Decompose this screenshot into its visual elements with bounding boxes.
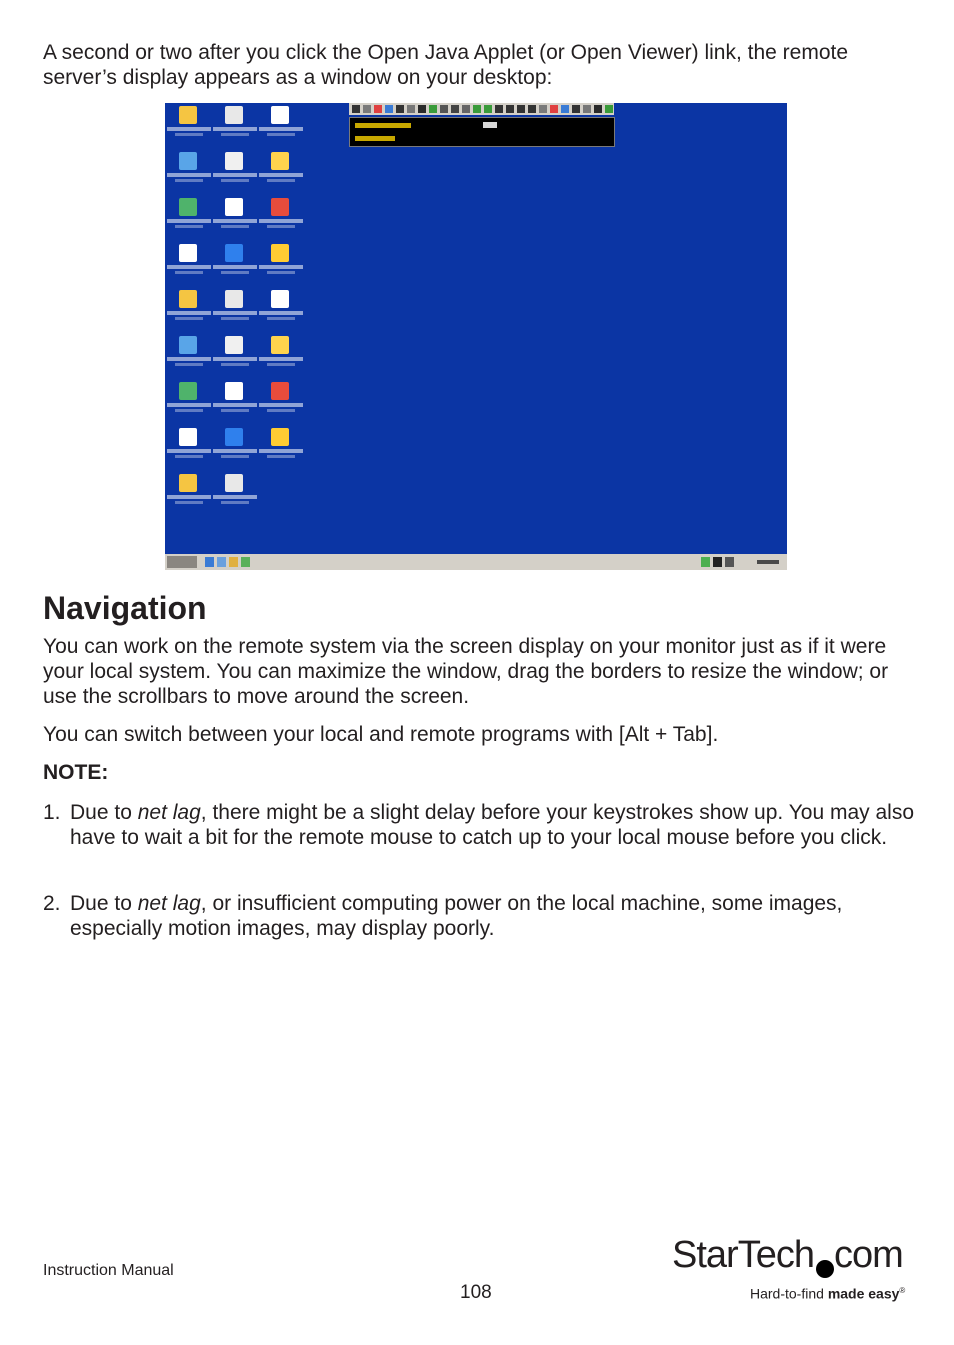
viewer-status-panel: [349, 117, 615, 147]
toolbar-icon: [462, 105, 470, 113]
section-heading: Navigation: [43, 590, 207, 626]
note-label: NOTE:: [43, 761, 109, 784]
desktop-shortcut-icon: [259, 336, 303, 380]
logo-dot-icon: [816, 1260, 834, 1278]
quick-launch-icon: [229, 557, 238, 567]
toolbar-icon: [539, 105, 547, 113]
navigation-paragraph: You can switch between your local and remote programs with [Alt + Tab].: [43, 723, 719, 746]
desktop-shortcut-icon: [213, 198, 257, 242]
desktop-shortcut-icon: [167, 336, 211, 380]
quick-launch-icon: [217, 557, 226, 567]
desktop-shortcut-icon: [213, 336, 257, 380]
desktop-shortcut-icon: [213, 474, 257, 518]
desktop-shortcut-icon: [259, 428, 303, 472]
toolbar-icon: [363, 105, 371, 113]
footer-label: Instruction Manual: [43, 1262, 174, 1279]
desktop-shortcut-icon: [167, 428, 211, 472]
desktop-shortcut-icon: [213, 244, 257, 288]
intro-paragraph: A second or two after you click the Open Java Applet (or Open Viewer) link, the remote server’s display appears as a window on your desktop:: [43, 41, 849, 89]
toolbar-icon: [583, 105, 591, 113]
desktop-shortcut-icon: [167, 474, 211, 518]
toolbar-icon: [407, 105, 415, 113]
toolbar-icon: [495, 105, 503, 113]
start-button: [167, 556, 197, 568]
remote-taskbar: [165, 554, 787, 570]
toolbar-icon: [528, 105, 536, 113]
toolbar-icon: [473, 105, 481, 113]
emphasis: net lag: [137, 892, 201, 915]
toolbar-icon: [605, 105, 613, 113]
toolbar-icon: [561, 105, 569, 113]
navigation-paragraph: You can work on the remote system via the screen display on your monitor just as if it were your local system. You can maximize the window, drag the borders to resize the window; or use the scrollbars to move around the screen.: [43, 635, 889, 708]
toolbar-icon: [374, 105, 382, 113]
desktop-shortcut-icon: [167, 152, 211, 196]
desktop-shortcut-icon: [259, 198, 303, 242]
taskbar-clock: [757, 560, 779, 564]
toolbar-icon: [506, 105, 514, 113]
desktop-shortcut-icon: [213, 106, 257, 150]
desktop-shortcut-icon: [259, 290, 303, 334]
toolbar-icon: [594, 105, 602, 113]
quick-launch-icon: [205, 557, 214, 567]
tray-icon: [725, 557, 734, 567]
toolbar-icon: [550, 105, 558, 113]
viewer-toolbar: [349, 103, 614, 115]
desktop-shortcut-icon: [167, 290, 211, 334]
desktop-shortcut-icon: [167, 244, 211, 288]
note-item-number: 2.: [43, 892, 61, 915]
toolbar-icon: [418, 105, 426, 113]
toolbar-icon: [385, 105, 393, 113]
note-item-number: 1.: [43, 801, 61, 824]
tray-icon: [713, 557, 722, 567]
desktop-shortcut-icon: [167, 198, 211, 242]
emphasis: net lag: [137, 801, 201, 824]
desktop-shortcut-icon: [213, 428, 257, 472]
quick-launch-icon: [241, 557, 250, 567]
logo-tagline: Hard-to-find made easy®: [750, 1285, 906, 1302]
desktop-shortcut-icon: [213, 382, 257, 426]
desktop-shortcut-icon: [167, 382, 211, 426]
toolbar-icon: [396, 105, 404, 113]
desktop-shortcut-icon: [213, 152, 257, 196]
remote-desktop-screenshot: [165, 103, 787, 570]
toolbar-icon: [572, 105, 580, 113]
note-item-text: Due to net lag, or insufficient computing power on the local machine, some images, especially motion images, may display poorly.: [70, 892, 843, 940]
note-item-text: Due to net lag, there might be a slight delay before your keystrokes show up. You may also have to wait a bit for the remote mouse to catch up to your local mouse before you click.: [70, 801, 915, 849]
desktop-shortcut-icon: [259, 106, 303, 150]
toolbar-icon: [451, 105, 459, 113]
desktop-shortcut-icon: [213, 290, 257, 334]
desktop-shortcut-icon: [259, 382, 303, 426]
toolbar-icon: [352, 105, 360, 113]
toolbar-icon: [517, 105, 525, 113]
toolbar-icon: [484, 105, 492, 113]
desktop-shortcut-icon: [167, 106, 211, 150]
desktop-shortcut-icon: [259, 244, 303, 288]
toolbar-icon: [429, 105, 437, 113]
logo-wordmark: StarTech com: [672, 1234, 903, 1276]
desktop-shortcut-icon: [259, 152, 303, 196]
toolbar-icon: [440, 105, 448, 113]
page-number: 108: [460, 1282, 492, 1303]
startech-logo: [672, 1234, 912, 1304]
tray-icon: [701, 557, 710, 567]
